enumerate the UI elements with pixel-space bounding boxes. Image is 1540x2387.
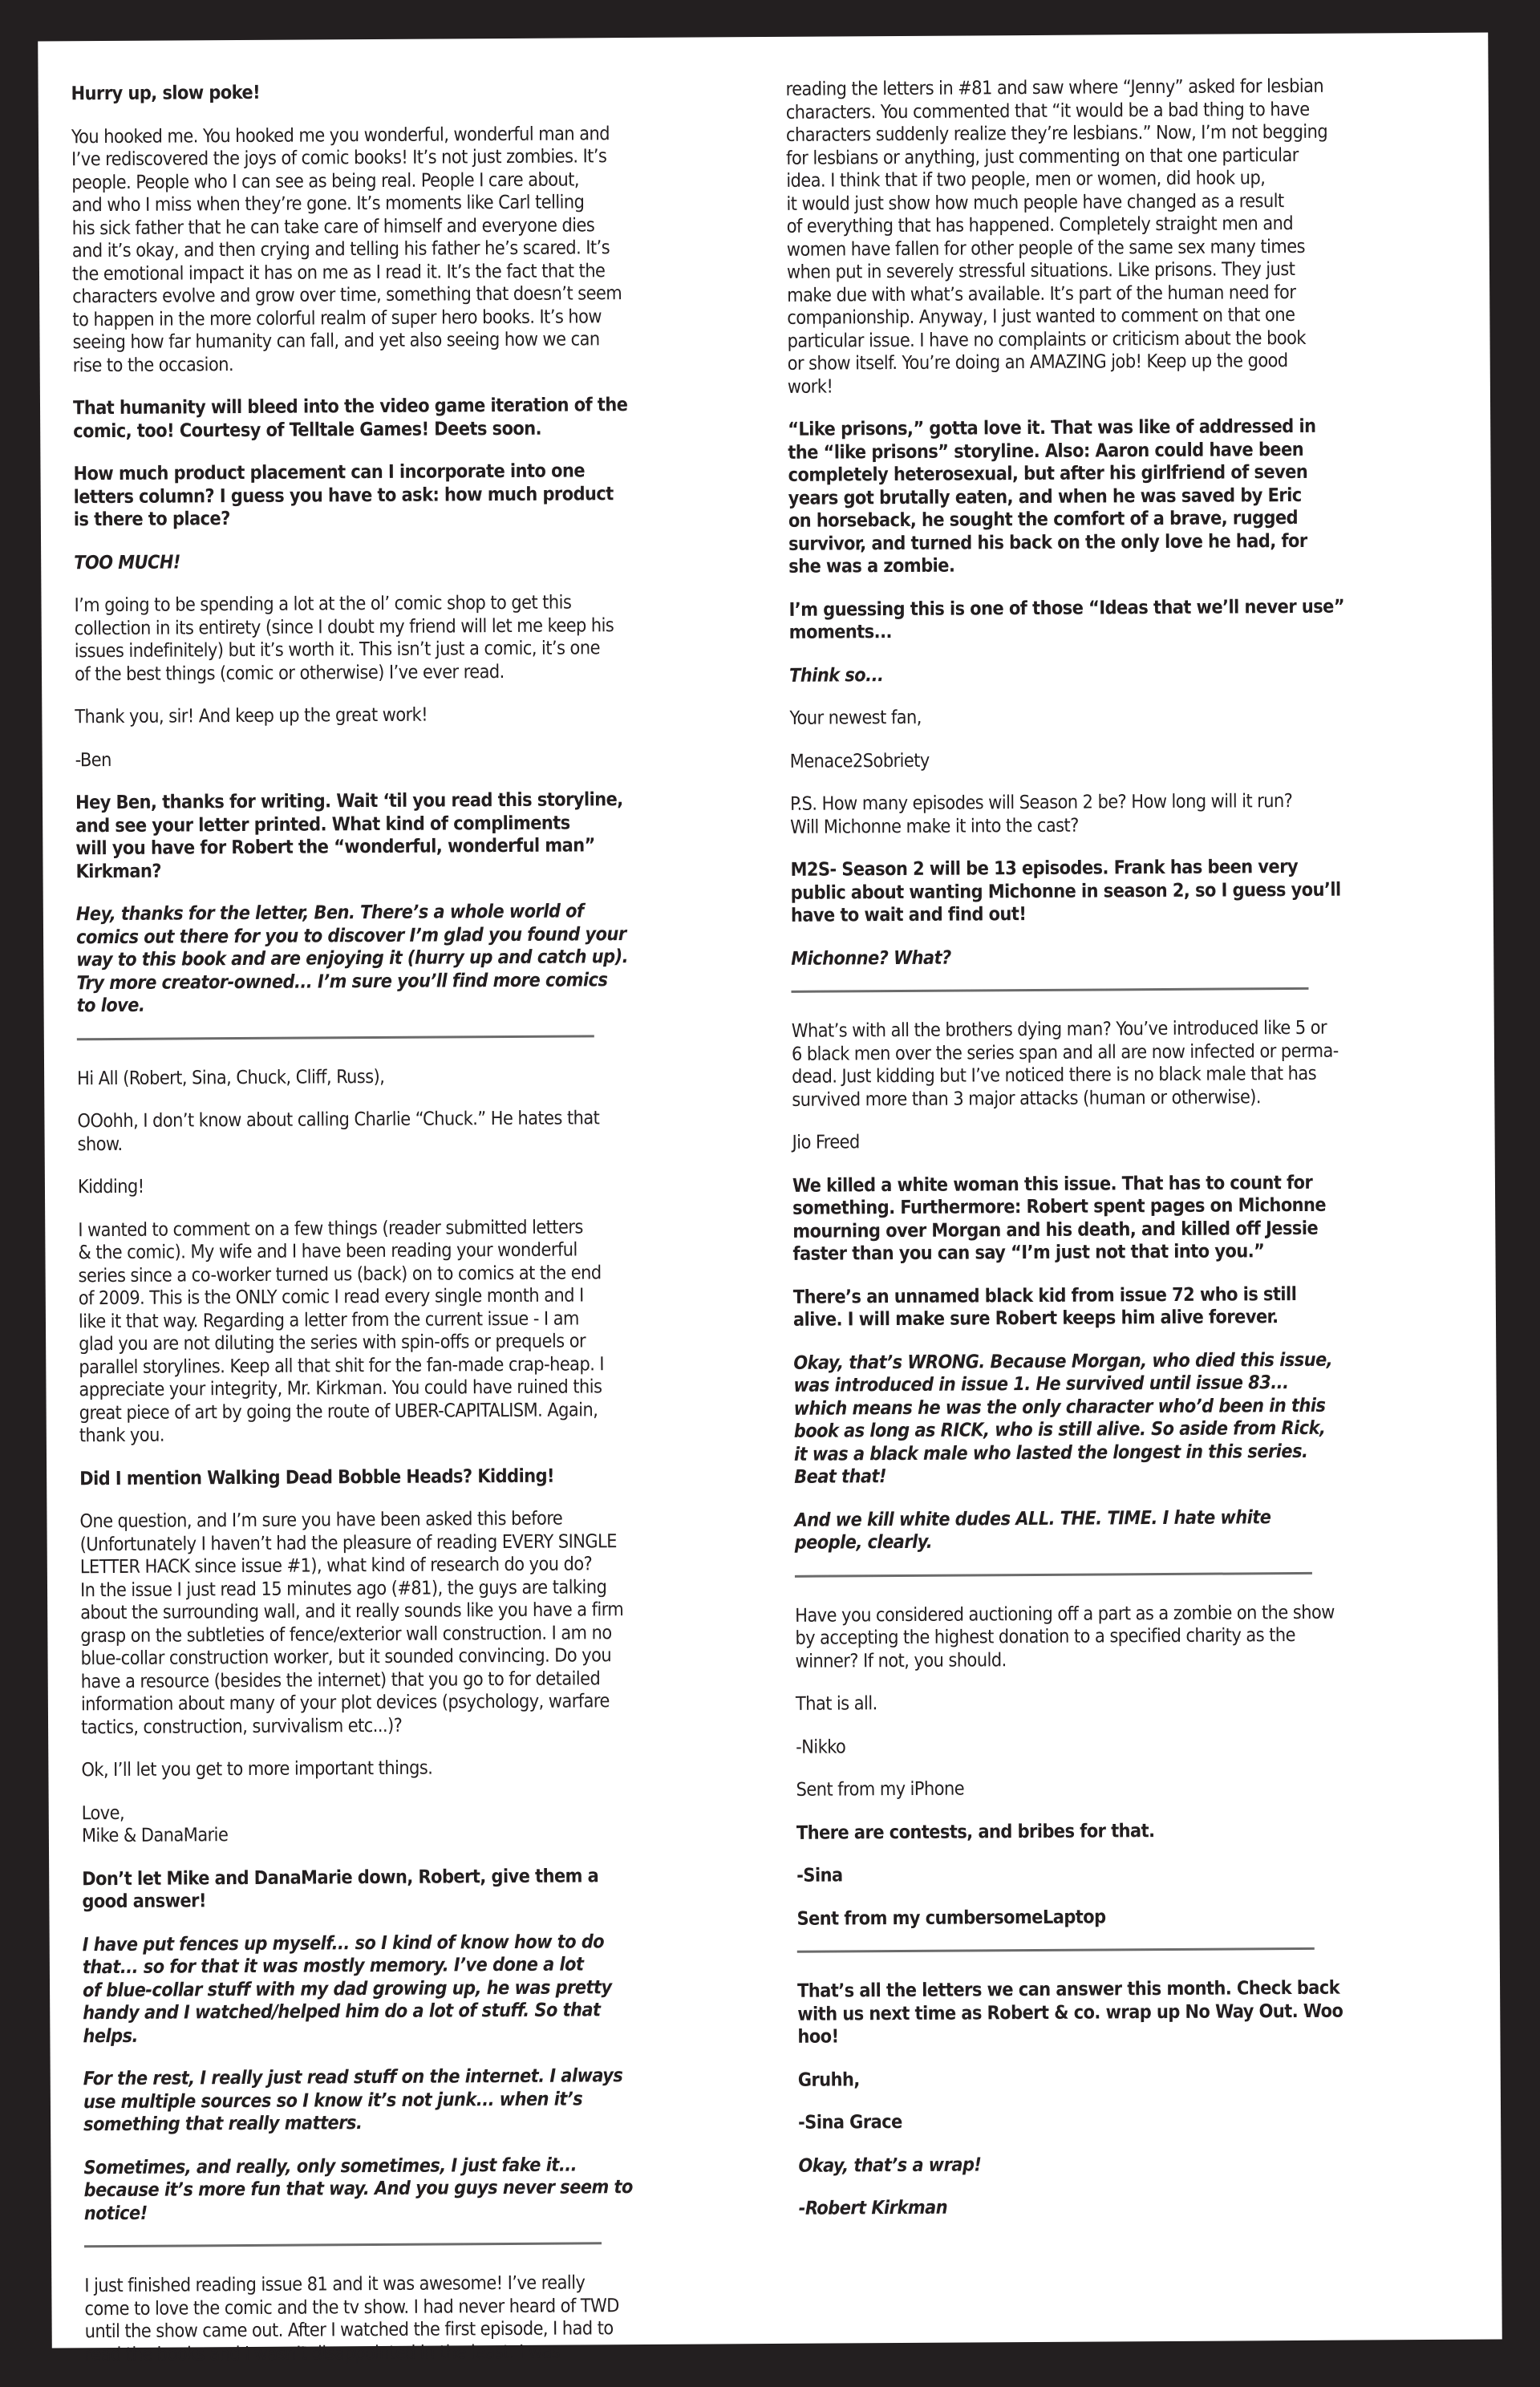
text-line: moments... [788,621,892,643]
reader-letter-paragraph [84,2271,773,2366]
section-divider [84,2242,602,2247]
text-line: when put in severely stressful situations. Like prisons. They just [786,257,1295,283]
reader-letter-paragraph [75,745,764,772]
reader-letter-paragraph [796,1775,1484,1802]
text-line: hoo! [797,2025,839,2048]
text-line: or show itself. You’re doing an AMAZING job! Keep up the good [787,350,1288,375]
text-line: There are contests, and bribes for that. [796,1819,1155,1844]
text-line: of everything that has happened. Completely straight men and [786,212,1294,237]
text-line: is there to place? [73,508,230,531]
text-line: Did I mention Walking Dead Bobble Heads? Kidding! [79,1465,555,1489]
text-line: and who I miss when they’re gone. It’s moments like Carl telling [71,191,585,217]
text-line: Kidding! [77,1175,144,1198]
text-line: Sent from my cumbersomeLaptop [796,1905,1106,1930]
text-line: people. People who I can see as being real. People I care about, [71,168,580,193]
text-line: grasp on the subtleties of fence/exterior wall construction. I am no [80,1621,612,1647]
text-line: idea. I think that if two people, men or women, did hook up, [786,167,1266,192]
kirkman-reply-paragraph [76,899,765,1018]
text-line: For the rest, I really just read stuff on the internet. I always [83,2065,623,2090]
text-line: Michonne? What? [791,946,951,970]
kirkman-reply-paragraph [794,1505,1482,1554]
text-line: That is all. [795,1692,877,1715]
text-line: have a resource (besides the internet) that you go to for detailed [80,1667,601,1692]
text-line: rise to the occasion. [72,353,234,376]
section-divider [77,1035,594,1040]
text-line: great piece of art by going the route of UBER-CAPITALISM. Again, [79,1398,598,1424]
text-line: something that really matters. [83,2112,363,2136]
editor-reply-paragraph [796,1818,1485,1845]
text-line: survived more than 3 major attacks (human or otherwise). [792,1085,1262,1111]
text-line: “Like prisons,” gotta love it. That was like of addressed in [788,415,1316,440]
text-line: alive. I will make sure Robert keeps him alive forever. [792,1306,1279,1331]
text-line: And we kill white dudes ALL. THE. TIME. I hate white [794,1506,1271,1531]
text-line: come to love the comic and the tv show. I had never heard of TWD [84,2294,619,2320]
text-line: Hurry up, slow poke! [71,81,261,105]
kirkman-reply-paragraph [83,2153,772,2226]
editor-reply-paragraph [793,1282,1481,1331]
text-line: Will Michonne make it into the cast? [790,814,1079,838]
text-line: Kirkman? [75,860,162,882]
text-line: of the best things (comic or otherwise) I’ve ever read. [74,660,505,685]
text-line: like it that way. Regarding a letter from the current issue - I am [78,1307,579,1332]
editor-reply-paragraph [75,788,764,883]
text-line: on horseback, he sought the comfort of a brave, rugged [788,506,1299,532]
text-line: and it’s okay, and then crying and telling his father he’s scared. It’s [71,237,610,262]
text-line: mourning over Morgan and his death, and killed off Jessie [792,1217,1319,1242]
text-line: issues indefinitely) but it’s worth it. This isn’t just a comic, it’s one [74,637,600,663]
text-line: will you have for Robert the “wonderful, wonderful man” [75,834,595,860]
text-line: public about wanting Michonne in season 2, so I guess you’ll [790,878,1341,904]
text-line: Your newest fan, [789,706,922,729]
text-line: 6 black men over the series span and all are now infected or perma- [791,1040,1339,1065]
editor-reply-paragraph [790,855,1479,928]
kirkman-reply-paragraph [83,2064,772,2137]
text-line: P.S. How many episodes will Season 2 be? How long will it run? [789,790,1293,815]
text-line: the “like prisons” storyline. Also: Aaron could have been [788,438,1304,464]
text-line: I’m going to be spending a lot at the ol’ comic shop to get this [74,591,572,617]
reader-letter-paragraph [792,1128,1481,1155]
text-line: use multiple sources so I know it’s not junk... when it’s [83,2087,583,2113]
text-line: work! [787,375,833,398]
text-line: that... so for that it was mostly memory. I’ve done a lot [82,1953,584,1979]
text-line: Okay, that’s a wrap! [798,2153,982,2177]
text-line: TOO MUCH! [74,550,180,573]
text-line: appreciate your integrity, Mr. Kirkman. You could have ruined this [79,1376,602,1401]
text-line: Don’t let Mike and DanaMarie down, Robert, give them a [82,1864,599,1890]
text-line: tactics, construction, survivalism etc...)? [80,1714,403,1738]
reader-letter-paragraph [786,75,1476,399]
reader-letter-paragraph [78,1172,766,1199]
text-line: way to this book and are enjoying it (hurry up and catch up). [76,946,629,971]
text-line: companionship. Anyway, I just wanted to comment on that one [787,303,1295,329]
text-line: of blue-collar stuff with my dad growing up, he was pretty [82,1976,612,2001]
text-line: have to wait and find out! [790,903,1027,926]
text-line: for lesbians or anything, just commenting on that one particular [786,144,1299,169]
reader-letter-paragraph [792,1016,1481,1112]
text-line: of 2009. This is the ONLY comic I read every single month and I [78,1284,584,1310]
editor-reply-paragraph [73,459,762,532]
text-line: Sent from my iPhone [796,1777,965,1801]
reader-letter-paragraph [795,1600,1484,1673]
text-line: characters. You commented that “it would be a bad thing to have [785,98,1310,124]
text-line: Try more creator-owned... I’m sure you’ll find more comics [76,968,608,994]
text-line: characters suddenly realize they’re lesbians.” Now, I’m not begging [785,120,1328,146]
text-line: people, clearly. [794,1530,933,1554]
reader-letter-paragraph [82,1798,770,1848]
reader-letter-paragraph [790,746,1478,773]
text-line: thank you. [79,1424,165,1447]
text-line: women have fallen for other people of the same sex many times [786,235,1306,261]
text-line: seeing how far humanity can fall, and yet also seeing how we can [72,328,600,354]
editor-reply-paragraph [796,1861,1485,1888]
text-line: to love. [76,994,145,1017]
text-line: helps. [83,2024,138,2047]
text-line: it was a black male who lasted the longest in this series. [793,1440,1308,1465]
text-line: collection in its entirety (since I doubt my friend will let me keep his [74,614,614,639]
text-line: & the comic). My wife and I have been reading your wonderful [78,1238,578,1264]
text-line: show. [77,1133,123,1155]
reader-letter-paragraph [796,1689,1484,1716]
text-line: That humanity will bleed into the video game iteration of the [72,394,628,419]
text-line: Thank you, sir! And keep up the great work! [75,703,428,728]
reader-letter-paragraph [71,122,761,378]
editor-reply-paragraph [798,2065,1486,2092]
text-line: glad you are not diluting the series with spin-offs or prequels or [79,1330,586,1356]
reader-letter-paragraph [75,702,763,729]
text-line: -Ben [75,748,111,771]
text-line: book as long as RICK, who is still alive. So aside from Rick, [793,1416,1326,1442]
text-line: which means he was the only character who’d been in this [793,1394,1326,1420]
text-line: completely heterosexual, but after his girlfriend of seven [788,460,1308,486]
text-line: Hi All (Robert, Sina, Chuck, Cliff, Russ), [77,1065,385,1089]
kirkman-reply-paragraph [791,943,1479,971]
editor-reply-paragraph [73,393,761,443]
text-line: series since a co-worker turned us (back) on to comics at the end [78,1261,602,1287]
editor-reply-paragraph [71,79,760,106]
text-line: I just finished reading issue 81 and it was awesome! I’ve really [84,2272,586,2297]
reader-letter-paragraph [789,703,1477,731]
text-line: she was a zombie. [788,554,955,578]
text-line: handy and I watched/helped him do a lot of stuff. So that [83,1999,601,2024]
reader-letter-paragraph [81,1755,769,1782]
text-line: -Sina Grace [798,2111,902,2134]
right-column [786,75,1487,2241]
editor-reply-paragraph [788,415,1477,579]
kirkman-reply-paragraph [74,548,762,575]
kirkman-reply-paragraph [83,1930,772,2049]
text-line: In the issue I just read 15 minutes ago (#81), the guys are talking [79,1575,607,1601]
reader-letter-paragraph [79,1506,769,1739]
text-line: the emotional impact it has on me as I read it. It’s the fact that the [71,259,606,285]
editor-reply-paragraph [79,1464,768,1491]
text-line: and see your letter printed. What kind of compliments [75,812,570,837]
text-line: I wanted to comment on a few things (reader submitted letters [78,1215,583,1241]
text-line: You hooked me. You hooked me you wonderful, wonderful man and [71,122,610,148]
text-line: until the show came out. After I watched the first episode, I had to [84,2317,614,2343]
text-line: Have you considered auctioning off a part as a zombie on the show [795,1601,1335,1627]
text-line: faster than you can say “I’m just not that into you.” [792,1240,1265,1265]
text-line: comic, too! Courtesy of Telltale Games! Deets soon. [73,417,542,442]
text-line: good answer! [82,1890,207,1913]
text-line: I have put fences up myself... so I kind of know how to do [82,1930,605,1955]
reader-letter-paragraph [77,1064,765,1091]
text-line: it would just show how much people have changed as a result [786,189,1284,215]
text-line: was introduced in issue 1. He survived until issue 83... [793,1372,1289,1396]
reader-letter-paragraph [796,1732,1484,1759]
editor-reply-paragraph [796,1903,1485,1931]
text-line: Gruhh, [797,2068,860,2091]
text-line: about the surrounding wall, and it really sounds like you have a firm [80,1599,624,1624]
text-line: comics out there for you to discover I’m glad you found your [75,922,626,948]
text-line: Mike & DanaMarie [81,1824,229,1847]
text-line: M2S- Season 2 will be 13 episodes. Frank has been very [790,855,1299,881]
text-line: Think so... [788,663,884,687]
text-line: Okay, that’s WRONG. Because Morgan, who died this issue, [793,1348,1333,1374]
text-line: winner? If not, you should. [795,1648,1007,1672]
text-line: by accepting the highest donation to a specified charity as the [795,1624,1295,1649]
text-line: dead. Just kidding but I’ve noticed there is no black male that has [792,1062,1317,1088]
text-line: something. Furthermore: Robert spent pages on Michonne [792,1194,1327,1219]
text-line: Sometimes, and really, only sometimes, I just fake it... [83,2153,578,2178]
text-line: -Sina [796,1864,843,1886]
text-line: That’s all the letters we can answer this month. Check back [797,1976,1340,2002]
text-line: I’ve rediscovered the joys of comic books! It’s not just zombies. It’s [71,145,607,171]
text-line: with us next time as Robert & co. wrap up No Way Out. Woo [797,2000,1343,2025]
text-line: LETTER HACK since issue #1), what kind of research do you do? [79,1553,593,1578]
text-line: Love, [81,1801,125,1824]
text-line: blue-collar construction worker, but it sounded convincing. Do you [80,1644,612,1670]
text-line: Hey, thanks for the letter, Ben. There’s a whole world of [75,900,584,926]
section-divider [791,987,1308,993]
kirkman-reply-paragraph [798,2150,1486,2178]
reader-letter-paragraph [74,590,763,686]
editor-reply-paragraph [788,594,1477,644]
text-line: because it’s more fun that way. And you guys never seem to [83,2176,633,2202]
text-line: How much product placement can I incorporate into one [73,460,586,485]
text-line: Jio Freed [792,1131,860,1153]
editor-reply-paragraph [82,1864,770,1914]
text-line: notice! [83,2202,148,2224]
text-line: reading the letters in #81 and saw where “Jenny” asked for lesbian [785,75,1324,100]
text-line: Ok, I’ll let you get to more important things. [81,1757,433,1781]
text-line: OOohh, I don’t know about calling Charlie “Chuck.” He hates that [77,1107,600,1133]
text-line: (Unfortunately I haven’t had the pleasure of reading EVERY SINGLE [79,1530,617,1555]
reader-letter-paragraph [790,789,1478,839]
letters-page [38,33,1502,2365]
reader-letter-paragraph [78,1215,768,1448]
text-line: One question, and I’m sure you have been asked this before [79,1507,563,1533]
editor-reply-paragraph [797,1976,1486,2049]
editor-reply-paragraph [798,2108,1486,2135]
editor-reply-paragraph [792,1170,1481,1266]
text-line: letters column? I guess you have to ask: how much product [73,482,614,508]
text-line: his sick father that he can take care of himself and everyone dies [71,213,595,239]
section-divider [795,1571,1312,1577]
section-divider [797,1947,1315,1953]
text-line: -Robert Kirkman [798,2196,948,2219]
text-line: We killed a white woman this issue. That has to count for [792,1171,1313,1197]
text-line: survivor, and turned his back on the only love he had, for [788,529,1307,555]
text-line: There’s an unnamed black kid from issue 72 who is still [792,1283,1297,1308]
text-line: Hey Ben, thanks for writing. Wait ‘til you read this storyline, [75,788,623,814]
text-line: information about many of your plot devices (psychology, warfare [80,1690,610,1716]
text-line: particular issue. I have no complaints or criticism about the book [787,326,1307,352]
text-line: -Nikko [796,1735,846,1758]
text-line: What’s with all the brothers dying man? You’ve introduced like 5 or [791,1016,1327,1042]
text-line: to happen in the more colorful realm of super hero books. It’s how [72,305,602,330]
text-line: I’m guessing this is one of those “Ideas that we’ll never use” [788,595,1345,621]
kirkman-reply-paragraph [799,2194,1487,2221]
text-line: Beat that! [794,1465,887,1488]
text-line: make due with what’s available. It’s part of the human need for [787,281,1296,306]
kirkman-reply-paragraph [793,1348,1482,1489]
text-line: parallel storylines. Keep all that shit for the fan-made crap-heap. I [79,1352,605,1378]
text-line: Menace2Sobriety [789,749,930,772]
reader-letter-paragraph [77,1106,765,1156]
kirkman-reply-paragraph [789,660,1477,687]
text-line: characters evolve and grow over time, something that doesn’t seem [72,282,622,308]
text-line: years got brutally eaten, and when he was saved by Eric [788,484,1302,509]
left-column [71,79,774,2386]
text-line: read the books and I wasn’t disappointed in the least. I was [84,2340,561,2365]
